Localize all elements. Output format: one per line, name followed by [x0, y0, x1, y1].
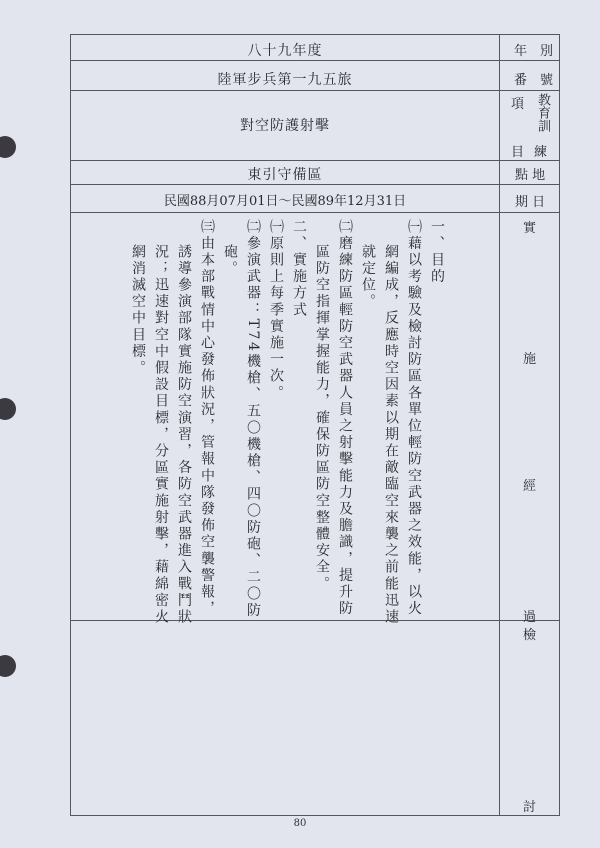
place-label: 點 地: [515, 168, 546, 183]
body-column: 就定位。: [360, 244, 376, 311]
body-column: ㈠原則上每季實施一次。: [268, 219, 284, 402]
item-label-d: 練: [534, 145, 548, 160]
item-label-b: 教育訓: [535, 93, 550, 132]
period-value: 民國88月07月01日～民國89年12月31日: [163, 194, 407, 209]
binder-hole: [0, 136, 16, 158]
body-column: ㈡磨練防區輕防空武器人員之射擊能力及膽識，提升防: [337, 219, 353, 618]
period-label: 期 日: [515, 195, 546, 210]
body-column: 一、目的: [429, 219, 445, 286]
body-column: 誘導參演部隊實施防空演習，各防空武器進入戰鬥狀: [176, 244, 192, 626]
item-label-a: 項: [511, 97, 525, 112]
place-value: 東引守備區: [247, 167, 323, 183]
year-value: 八十九年度: [247, 43, 323, 59]
year-label: 年 別: [514, 44, 554, 59]
body-column: 況；迅速對空中假設目標，分區實施射擊，藉綿密火: [153, 244, 169, 626]
review-label-2: 討: [523, 800, 537, 815]
binder-hole: [0, 398, 16, 420]
process-label-4: 過: [523, 610, 537, 625]
process-label-1: 實: [523, 221, 537, 236]
item-value: 對空防護射擊: [240, 118, 330, 134]
process-label-2: 施: [523, 352, 537, 367]
body-column: 砲。: [222, 244, 238, 278]
item-label-c: 目: [511, 145, 525, 160]
body-column: ㈡參演武器：T74機槍、五〇機槍、四〇防砲、二〇防: [245, 219, 261, 620]
body-column: ㈠藉以考驗及檢討防區各單位輕防空武器之效能，以火: [406, 219, 422, 618]
body-column: 網消滅空中目標。: [130, 244, 146, 377]
binder-hole: [0, 655, 16, 677]
unit-label: 番 號: [514, 73, 554, 88]
page-number: 80: [293, 818, 307, 829]
record-form: [70, 34, 560, 816]
body-column: 網編成，反應時空因素以期在敵臨空來襲之前能迅速: [383, 244, 399, 626]
review-label-1: 檢: [523, 628, 537, 643]
unit-value: 陸軍步兵第一九五旅: [217, 72, 353, 88]
process-label-3: 經: [523, 479, 537, 494]
body-column: 二、實施方式: [291, 219, 307, 319]
body-column: 區防空指揮掌握能力，確保防區防空整體安全。: [314, 244, 330, 593]
body-column: ㈢由本部戰情中心發佈狀況，管報中隊發佈空襲警報，: [199, 219, 215, 618]
